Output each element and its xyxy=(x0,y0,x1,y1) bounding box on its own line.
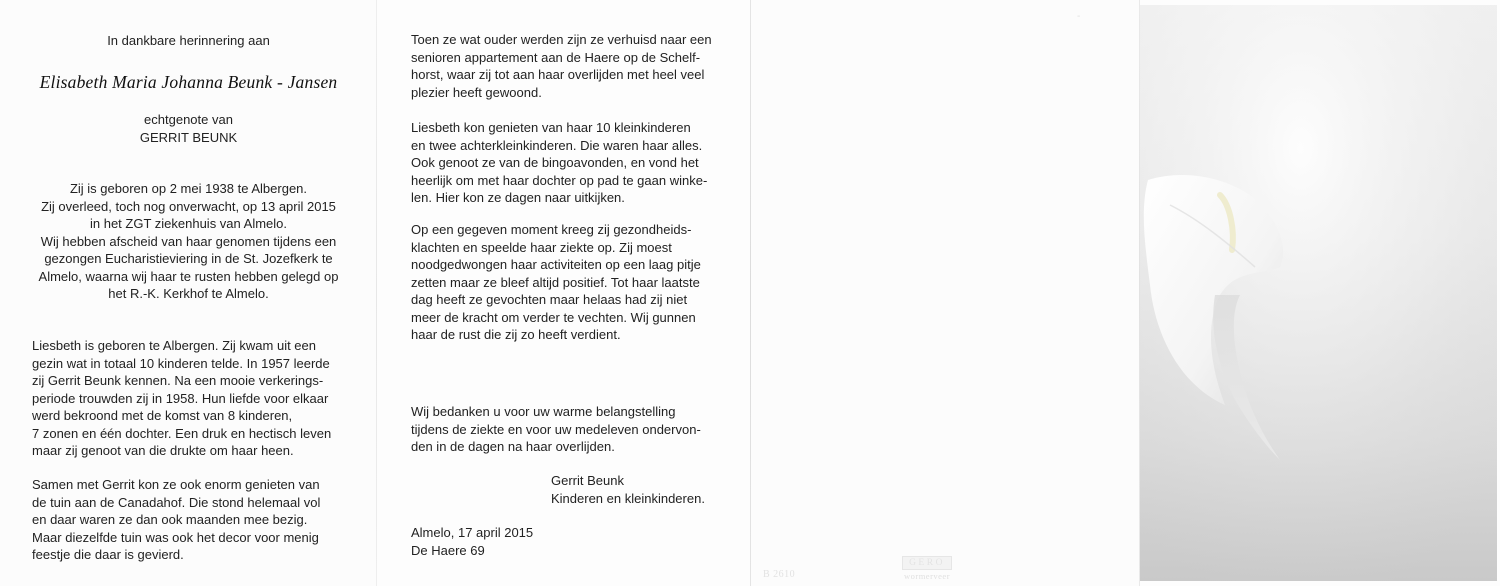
text-line: Op een gegeven moment kreeg zij gezondheids- xyxy=(411,222,692,237)
text-line: en daar waren ze dan ook maanden mee bezig. xyxy=(32,512,308,527)
text-line: dag heeft ze gevochten maar helaas had zij niet xyxy=(411,292,688,307)
text-line: tijdens de ziekte en voor uw medeleven ondervon- xyxy=(411,421,701,437)
text-line: horst, waar zij tot aan haar overlijden met heel veel xyxy=(411,67,705,82)
printer-logo xyxy=(883,552,971,582)
life-dates-paragraph xyxy=(0,180,377,303)
text-line: periode trouwden zij in 1958. Hun liefde voor elkaar xyxy=(32,390,329,406)
spouse-block xyxy=(0,111,377,146)
text-line: Liesbeth is geboren te Albergen. Zij kwam uit een xyxy=(32,338,317,353)
text-line: Maar diezelfde tuin was ook het decor voor menig xyxy=(32,529,319,545)
print-code: B 2610 xyxy=(763,569,796,580)
text-line: Zij overleed, toch nog onverwacht, op 13 april 2015 xyxy=(41,198,336,214)
biography-paragraph xyxy=(32,476,320,564)
text-line: gezin wat in totaal 10 kinderen telde. In 1957 leerde xyxy=(32,355,330,371)
signer-family: Kinderen en kleinkinderen. xyxy=(551,490,705,506)
text-line: het R.-K. Kerkhof te Almelo. xyxy=(108,286,269,301)
text-line: werd bekroond met de komst van 8 kinderen, xyxy=(32,408,293,423)
address: De Haere 69 xyxy=(411,542,485,558)
printer-brand: GERO xyxy=(902,556,952,570)
text-line: haar de rust die zij zo heeft verdient. xyxy=(411,327,621,342)
text-line: heerlijk om met haar dochter op pad te gaan winke- xyxy=(411,172,708,188)
text-line: Wij hebben afscheid van haar genomen tijdens een xyxy=(40,233,337,249)
text-line: zetten maar ze bleef altijd positief. Tot haar laatste xyxy=(411,274,700,290)
text-line: klachten en speelde haar ziekte op. Zij moest xyxy=(411,239,672,255)
text-line: Samen met Gerrit kon ze ook enorm genieten van xyxy=(32,477,320,492)
text-line: Liesbeth kon genieten van haar 10 kleinkinderen xyxy=(411,120,691,135)
fold-line xyxy=(750,0,751,586)
story-paragraph xyxy=(411,221,701,344)
text-line: Wij bedanken u voor uw warme belangstelling xyxy=(411,404,676,419)
text-line: in het ZGT ziekenhuis van Almelo. xyxy=(89,216,288,231)
blank-panel xyxy=(750,0,1140,586)
text-line: feestje die daar is gevierd. xyxy=(32,547,184,562)
crop-mark: ‐ xyxy=(1077,11,1081,22)
text-line: 7 zonen en één dochter. Een druk en hectisch leven xyxy=(32,425,332,441)
intro-text: In dankbare herinnering aan xyxy=(107,33,270,48)
text-line: noodgedwongen haar activiteiten op een laag pitje xyxy=(411,257,701,272)
deceased-name: Elisabeth Maria Johanna Beunk - Jansen xyxy=(39,72,338,92)
text-line: Ook genoot ze van de bingoavonden, en vond het xyxy=(411,155,699,170)
spouse-name: GERRIT BEUNK xyxy=(139,129,238,145)
biography-paragraph xyxy=(32,337,331,460)
signer-name: Gerrit Beunk xyxy=(551,473,624,488)
story-paragraph xyxy=(411,31,712,101)
text-line: en twee achterkleinkinderen. Die waren haar alles. xyxy=(411,137,703,153)
place-date: Almelo, 17 april 2015 xyxy=(411,525,534,540)
spouse-role: echtgenote van xyxy=(144,112,233,127)
text-line: Almelo, waarna wij haar te rusten hebben gelegd op xyxy=(38,268,339,284)
text-line: senioren appartement aan de Haere op de Schelf- xyxy=(411,49,701,65)
text-line: Zij is geboren op 2 mei 1938 te Albergen. xyxy=(69,181,308,196)
calla-lily-illustration xyxy=(1140,5,1497,581)
printer-city: wormerveer xyxy=(903,571,951,581)
text-line: meer de kracht om verder te vechten. Wij gunnen xyxy=(411,309,696,325)
place-date-block xyxy=(411,524,533,559)
text-line: zij Gerrit Beunk kennen. Na een mooie verkerings- xyxy=(32,373,324,388)
calla-lily-photo xyxy=(1140,5,1497,581)
text-line: Toen ze wat ouder werden zijn ze verhuisd naar een xyxy=(411,32,712,47)
text-line: gezongen Eucharistieviering in de St. Jozefkerk te xyxy=(44,251,333,266)
text-line: plezier heeft gewoond. xyxy=(411,84,542,100)
text-line: de tuin aan de Canadahof. Die stond helemaal vol xyxy=(32,494,321,510)
story-paragraph xyxy=(411,119,707,207)
text-line: len. Hier kon ze dagen naar uitkijken. xyxy=(411,190,625,205)
signature-block xyxy=(551,472,705,507)
text-line: maar zij genoot van die drukte om haar heen. xyxy=(32,443,294,458)
text-line: den in de dagen na haar overlijden. xyxy=(411,439,615,454)
thanks-paragraph xyxy=(411,403,701,456)
